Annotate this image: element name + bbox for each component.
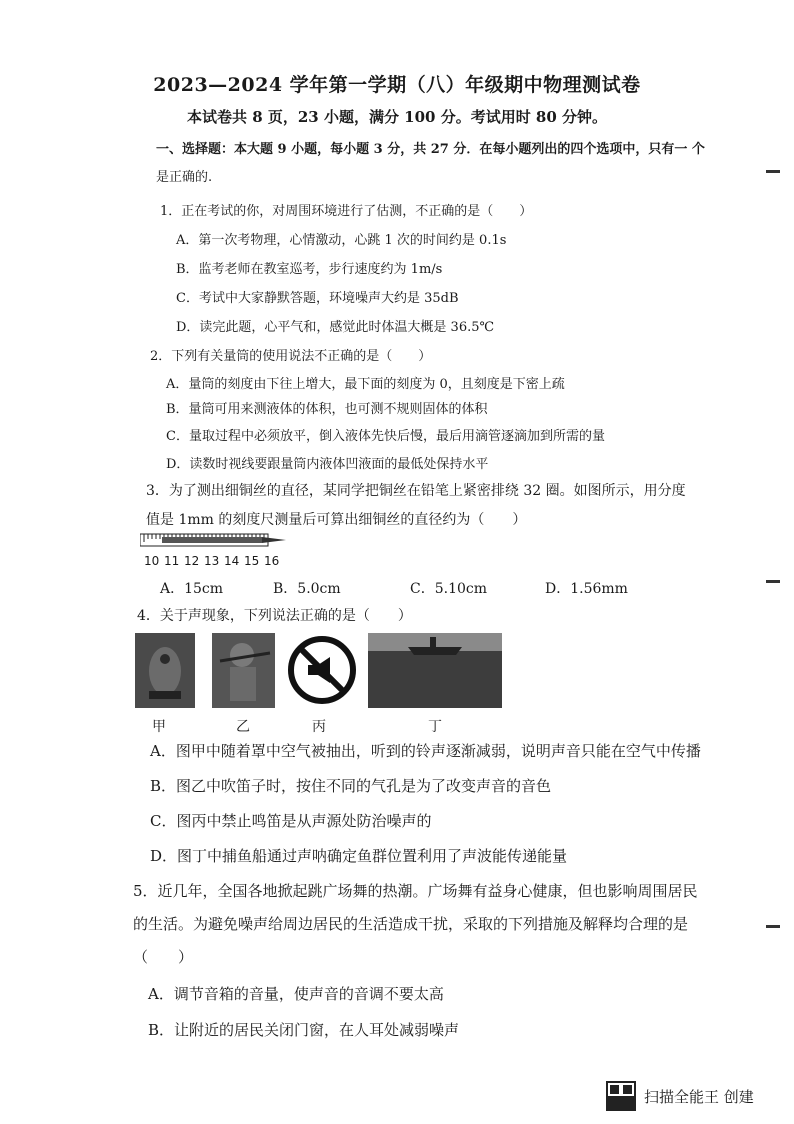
q5-stem-line1: 5．近几年，全国各地掀起跳广场舞的热潮。广场舞有益身心健康，但也影响周围居民 — [133, 882, 698, 900]
q1-option-c: C．考试中大家静默答题，环境噪声大约是 35dB — [176, 291, 459, 306]
watermark-text: 扫描全能王 创建 — [644, 1087, 754, 1106]
section-heading: 一、选择题：本大题 9 小题，每小题 3 分，共 27 分．在每小题列出的四个选项中，只有一 个 — [156, 142, 705, 157]
ruler-tick-label: 10 — [144, 554, 160, 568]
q2-stem: 2．下列有关量筒的使用说法不正确的是（ ） — [150, 349, 432, 364]
q1-option-b: B．监考老师在教室巡考，步行速度约为 1m/s — [176, 262, 443, 277]
ruler-tick-label: 13 — [204, 554, 220, 568]
q2-option-d: D．读数时视线要跟量筒内液体凹液面的最低处保持水平 — [166, 457, 489, 472]
scan-mark — [766, 580, 780, 583]
q2-option-c: C．量取过程中必须放平，倒入液体先快后慢，最后用滴管逐滴加到所需的量 — [166, 429, 605, 444]
ruler-tick-label: 12 — [184, 554, 200, 568]
q5-stem-line3: （ ） — [133, 948, 194, 966]
q1-option-a: A．第一次考物理，心情激动，心跳 1 次的时间约是 0.1s — [176, 233, 507, 248]
q2-option-a: A．量筒的刻度由下往上增大，最下面的刻度为 0，且刻度是下密上疏 — [166, 377, 565, 392]
ruler-tick-label: 16 — [264, 554, 280, 568]
q2-option-b: B．量筒可用来测液体的体积，也可测不规则固体的体积 — [166, 402, 488, 417]
figure-no-horn-sign — [286, 633, 358, 708]
ruler-tick-label: 14 — [224, 554, 240, 568]
q3-stem-line1: 3．为了测出细铜丝的直径，某同学把铜丝在铅笔上紧密排绕 32 圈。如图所示，用分度 — [146, 483, 686, 499]
q5-option-a: A．调节音箱的音量，使声音的音调不要太高 — [148, 985, 444, 1003]
q3-option-d: D．1.56mm — [545, 581, 628, 597]
q4-option-c: C．图丙中禁止鸣笛是从声源处防治噪声的 — [150, 812, 432, 830]
scan-mark — [766, 170, 780, 173]
q1-stem: 1．正在考试的你，对周围环境进行了估测，不正确的是（ ） — [160, 204, 533, 219]
section-heading-cont: 是正确的. — [156, 170, 213, 185]
figure-label-bing: 丙 — [312, 719, 326, 735]
q4-option-d: D．图丁中捕鱼船通过声呐确定鱼群位置利用了声波能传递能量 — [150, 847, 568, 865]
ruler-tick-label: 11 — [164, 554, 180, 568]
scanner-watermark — [606, 1082, 754, 1110]
figure-label-jia: 甲 — [152, 719, 166, 735]
ruler-figure — [140, 532, 292, 548]
q4-option-b: B．图乙中吹笛子时，按住不同的气孔是为了改变声音的音色 — [150, 777, 552, 795]
figure-label-yi: 乙 — [236, 719, 250, 735]
exam-subtitle: 本试卷共 8 页，23 小题，满分 100 分。考试用时 80 分钟。 — [186, 108, 608, 126]
q1-option-d: D．读完此题，心平气和，感觉此时体温大概是 36.5℃ — [176, 320, 495, 335]
qr-code-icon — [606, 1081, 636, 1111]
q5-stem-line2: 的生活。为避免噪声给周边居民的生活造成干扰，采取的下列措施及解释均合理的是 — [133, 915, 689, 933]
figure-flute-player — [212, 633, 275, 708]
figure-fishing-boat — [368, 633, 502, 708]
scan-mark — [766, 925, 780, 928]
ruler-tick-labels — [144, 554, 284, 568]
q3-option-a: A．15cm — [160, 581, 224, 597]
q3-option-c: C．5.10cm — [410, 581, 487, 597]
q4-option-a: A．图甲中随着罩中空气被抽出，听到的铃声逐渐减弱，说明声音只能在空气中传播 — [150, 742, 701, 760]
q5-option-b: B．让附近的居民关闭门窗，在人耳处减弱噪声 — [148, 1021, 460, 1039]
q3-stem-line2: 值是 1mm 的刻度尺测量后可算出细铜丝的直径约为（ ） — [146, 512, 527, 528]
exam-title: 2023—2024 学年第一学期（八）年级期中物理测试卷 — [153, 74, 641, 96]
figure-bell-jar — [135, 633, 195, 708]
q3-option-b: B．5.0cm — [273, 581, 341, 597]
figure-label-ding: 丁 — [428, 719, 442, 735]
q4-stem: 4．关于声现象，下列说法正确的是（ ） — [137, 608, 412, 624]
ruler-tick-label: 15 — [244, 554, 260, 568]
